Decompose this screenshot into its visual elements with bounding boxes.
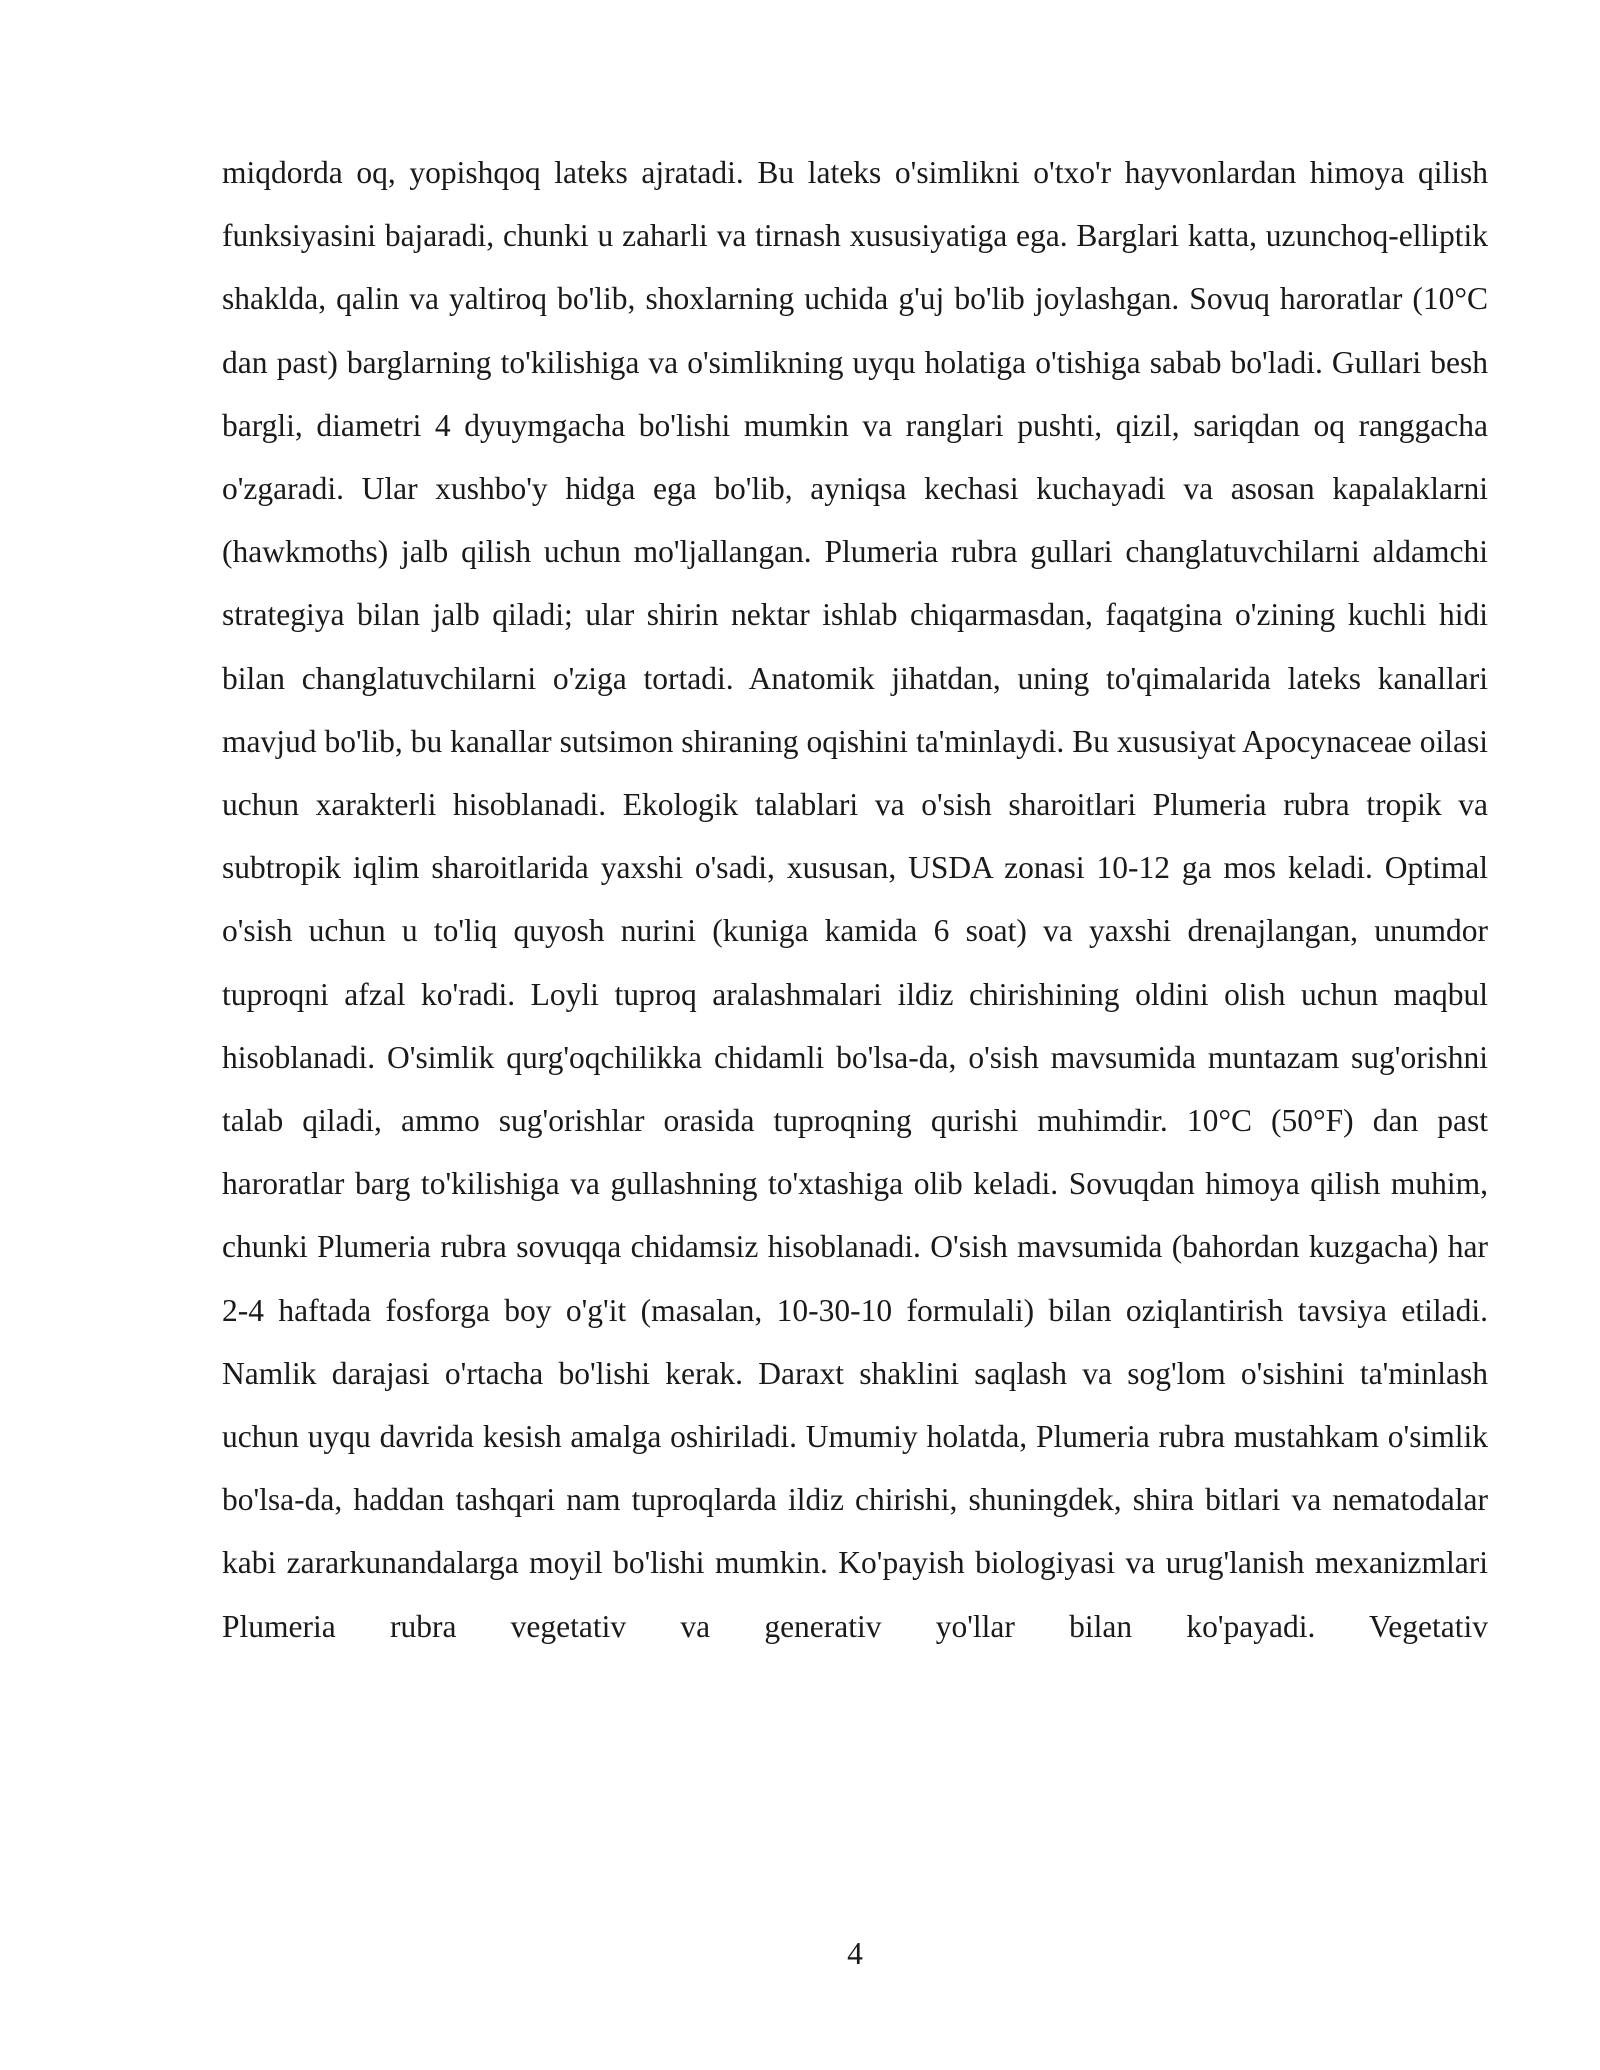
body-paragraph: miqdorda oq, yopishqoq lateks ajratadi. Bu lateks o'simlikni o'txo'r hayvonlardan himoya qilish funksiyasini bajaradi, chunki u zaharli va tirnash xususiyatiga ega. Barglari katta, uzunchoq-elliptik shaklda, qalin va yaltiroq bo'lib, shoxlarning uchida g'uj bo'lib joylashgan. Sovuq haroratlar (10°C dan past) barglarning to'kilishiga va o'simlikning uyqu holatiga o'tishiga sabab bo'ladi. Gullari besh bargli, diametri 4 dyuymgacha bo'lishi mumkin va ranglari pushti, qizil, sariqdan oq ranggacha o'zgaradi. Ular xushbo'y hidga ega bo'lib, ayniqsa kechasi kuchayadi va asosan kapalaklarni (hawkmoths) jalb qilish uchun mo'ljallangan. Plumeria rubra gullari changlatuvchilarni aldamchi strategiya bilan jalb qiladi; ular shirin nektar ishlab chiqarmasdan, faqatgina o'zining kuchli hidi bilan changlatuvchilarni o'ziga tortadi. Anatomik jihatdan, uning to'qimalarida lateks kanallari mavjud bo'lib, bu kanallar sutsimon shiraning oqishini ta'minlaydi. Bu xususiyat Apocynaceae oilasi uchun xarakterli hisoblanadi. Ekologik talablari va o'sish sharoitlari Plumeria rubra tropik va subtropik iqlim sharoitlarida yaxshi o'sadi, xususan, USDA zonasi 10-12 ga mos keladi. Optimal o'sish uchun u to'liq quyosh nurini (kuniga kamida 6 soat) va yaxshi drenajlangan, unumdor tuproqni afzal ko'radi. Loyli tuproq aralashmalari ildiz chirishining oldini olish uchun maqbul hisoblanadi. O'simlik qurg'oqchilikka chidamli bo'lsa-da, o'sish mavsumida muntazam sug'orishni talab qiladi, ammo sug'orishlar orasida tuproqning qurishi muhimdir. 10°C (50°F) dan past haroratlar barg to'kilishiga va gullashning to'xtashiga olib keladi. Sovuqdan himoya qilish muhim, chunki Plumeria rubra sovuqqa chidamsiz hisoblanadi. O'sish mavsumida (bahordan kuzgacha) har 2-4 haftada fosforga boy o'g'it (masalan, 10-30-10 formulali) bilan oziqlantirish tavsiya etiladi. Namlik darajasi o'rtacha bo'lishi kerak. Daraxt shaklini saqlash va sog'lom o'sishini ta'minlash uchun uyqu davrida kesish amalga oshiriladi. Umumiy holatda, Plumeria rubra mustahkam o'simlik bo'lsa-da, haddan tashqari nam tuproqlarda ildiz chirishi, shuningdek, shira bitlari va nematodalar kabi zararkunandalarga moyil bo'lishi mumkin. Ko'payish biologiyasi va urug'lanish mexanizmlari Plumeria rubra vegetativ va generativ yo'llar bilan ko'payadi. Vegetativ bbox=[222, 155, 1488, 1644]
page-number: 4 bbox=[847, 1936, 863, 1971]
